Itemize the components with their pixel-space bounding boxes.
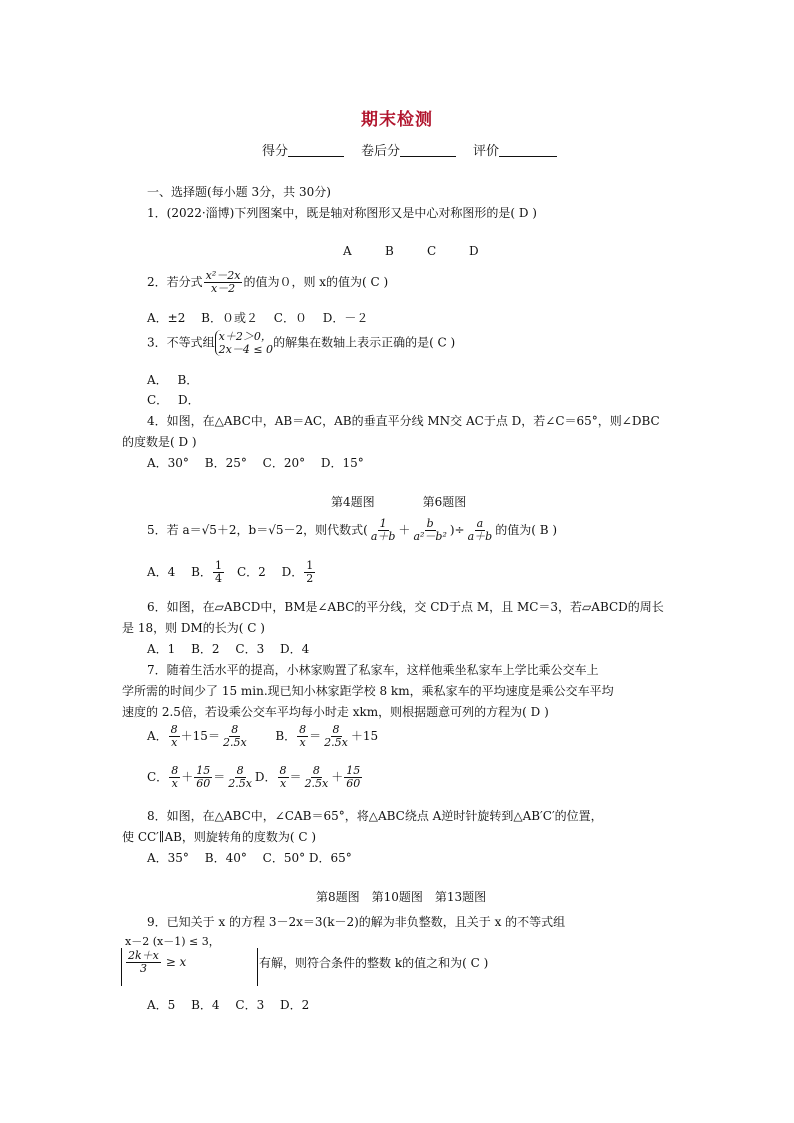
q5-suffix: 的值为( B ) [495,523,558,538]
den: x [171,736,178,750]
q5-prefix: 5．若 a＝√5＋2，b＝√5－2，则代数式( [147,523,368,538]
q7-b-eq: ＝ [309,729,322,744]
q1-option-a: A [343,244,352,258]
q1-option-d: D [469,244,479,258]
den: 2.5x [228,777,252,791]
question-3 [147,330,455,356]
q7-option-cd [147,765,363,790]
q5-opt-c: C．2 D． [224,565,304,580]
den: x [299,736,306,750]
q7-c-eq: ＝ [213,770,226,785]
den: 2.5x [222,736,247,750]
q2-fraction [204,270,243,295]
q5-opt-b-frac [213,560,224,585]
num: 8 [279,764,287,777]
q5-f3-den: a＋b [467,530,493,544]
q1-option-b: B [385,244,394,258]
q7-c-label: C． [147,770,169,785]
q9-system-line1: x－2 (x－1) ≤ 3， [125,935,220,948]
q5-f1-num: 1 [379,517,387,530]
q2-frac-den: x－2 [210,282,236,296]
question-4-line1: 4．如图，在△ABC中，AB＝AC，AB的垂直平分线 MN交 AC于点 D，若∠C＝65°，则∠DBC [147,414,660,428]
q3-system [215,330,273,356]
q7-d-eq: ＝ [289,770,302,785]
paper-score-field [361,140,456,159]
q3-suffix: 的解集在数轴上表示正确的是( C ) [273,335,456,350]
question-1: 1．(2022·淄博)下列图案中，既是轴对称图形又是中心对称图形的是( D ) [147,206,537,220]
q7-d-plus: ＋ [331,770,344,785]
q5-optd-num: 1 [306,559,314,572]
q3-prefix: 3．不等式组 [147,335,215,350]
q9-sys-frac [126,950,161,975]
question-2 [147,270,388,295]
q9-system-line2 [125,950,186,975]
q7-a-label: A． [147,729,168,744]
q5-divide: )÷ [449,523,465,538]
q7-c-frac1 [169,765,180,790]
eval-field [473,140,557,159]
q3-options-row1: A． B． [147,373,199,387]
q2-frac-num: x²－2x [205,269,241,282]
question-9-line1: 9．已知关于 x 的方程 3－2x＝3(k－2)的解为非负整数，且关于 x 的不等式组 [147,915,566,929]
question-8-line2: 使 CC′∥AB，则旋转角的度数为( C ) [122,830,317,844]
q7-c-frac2 [194,765,212,790]
q5-f2-num: b [426,517,434,530]
q7-d-label: D． [254,770,277,785]
den: 2.5x [304,777,329,791]
question-7-line1: 7．随着生活水平的提高，小林家购置了私家车，这样他乘坐私家车上学比乘公交车上 [147,663,599,677]
q9-options: A．5 B．4 C．3 D．2 [147,998,310,1012]
eval-blank [499,144,557,157]
q5-options [147,560,316,585]
q2-suffix: 的值为０，则 x的值为( C ) [243,275,389,290]
num: 8 [171,764,179,777]
q7-b-label: B． [275,729,297,744]
q5-optb-num: 1 [214,559,222,572]
q3-sys-line2: 2x－4 ≤ 0 [218,343,274,357]
paper-score-label: 卷后分 [361,144,401,159]
q7-c-plus: ＋ [181,770,194,785]
q9-system-brace [121,948,122,986]
q5-plus: ＋ [398,523,411,538]
q5-fraction-2 [411,518,448,543]
q7-b-frac1 [297,724,308,749]
paper-score-blank [400,144,456,157]
num: 15 [196,764,211,777]
q5-opt-d-frac [304,560,315,585]
question-9-suffix: 有解，则符合条件的整数 k的值之和为( C ) [259,956,489,970]
section-heading: 一、选择题(每小题 3分，共 30分) [147,185,331,199]
num: 8 [231,723,239,736]
q7-d-frac2 [303,765,331,790]
question-7-line2: 学所需的时间少了 15 min.现已知小林家距学校 8 km，乘私家车的平均速度是乘公交车平均 [122,684,614,698]
question-6-line1: 6．如图，在▱ABCD中，BM是∠ABC的平分线，交 CD于点 M，且 MC＝3，若▱ABCD的周长 [147,600,664,614]
q3-options-row2: C． D． [147,393,200,407]
num: 8 [332,723,340,736]
q7-a-frac2 [221,724,249,749]
question-6-line2: 是 18，则 DM的长为( C ) [122,621,265,635]
num: 15 [346,764,361,777]
q5-optb-den: 4 [214,572,222,586]
q7-a-frac1 [169,724,180,749]
q7-b-frac2 [322,724,350,749]
question-8-line1: 8．如图，在△ABC中，∠CAB＝65°，将△ABC绕点 A逆时针旋转到△AB′C′的位置， [147,809,603,823]
q5-fraction-3 [466,518,495,543]
figure-caption-1: 第4题图 第6题图 [331,495,467,509]
q7-d-frac1 [278,765,289,790]
q2-options: A．±2 B．０或２ C．０ D．－２ [147,311,369,325]
question-7-line3: 速度的 2.5倍，若设乘公交车平均每小时走 xkm，则根据题意可列的方程为( D ) [122,705,549,719]
den: x [279,777,287,791]
num: 8 [312,764,320,777]
q1-option-c: C [427,244,437,258]
q7-a-mid: ＋15＝ [180,729,220,744]
den: x [171,777,178,791]
q5-f1-den: a＋b [370,530,396,544]
q9-system-rbar [257,948,258,986]
q5-f3-num: a [476,517,484,530]
q9-sys-num: 2k＋x [128,949,159,962]
q2-prefix: 2．若分式 [147,275,203,290]
eval-label: 评价 [473,144,500,159]
q5-optd-den: 2 [306,572,314,586]
num: 8 [299,723,307,736]
num: 8 [170,723,178,736]
question-4-line2: 的度数是( D ) [122,435,197,449]
question-5 [147,518,557,543]
score-label: 得分 [262,144,289,159]
den: 60 [346,777,361,791]
q7-b-tail: ＋15 [350,729,379,744]
q8-options: A．35° B．40° C．50° D．65° [147,851,352,865]
score-field [262,140,344,159]
figure-caption-2: 第8题图 第10题图 第13题图 [316,890,487,904]
page-title: 期末检测 [361,110,433,130]
q5-fraction-1 [369,518,398,543]
q9-sys-tail: ≥ x [161,955,187,970]
q7-option-ab [147,724,378,749]
q7-c-frac3 [226,765,254,790]
q3-sys-line1: x＋2＞0， [218,330,272,343]
q5-opt-a: A．4 B． [147,565,212,580]
den: 60 [196,777,211,791]
score-blank [288,144,344,157]
q9-sys-den: 3 [139,962,147,976]
q5-f2-den: a²－b² [413,530,447,544]
q6-options: A．1 B．2 C．3 D．4 [147,642,310,656]
den: 2.5x [324,736,348,750]
num: 8 [236,764,244,777]
q4-options: A．30° B．25° C．20° D．15° [147,456,364,470]
q7-d-frac3 [344,765,362,790]
